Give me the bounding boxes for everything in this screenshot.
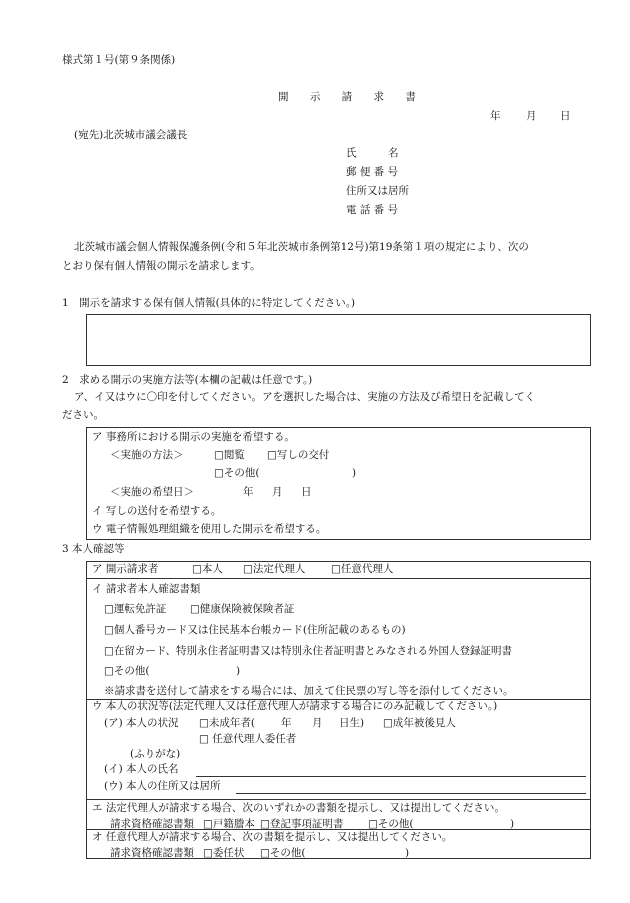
status-label: (ア) 本人の状況 — [104, 717, 179, 729]
divider — [86, 578, 591, 579]
legal-registry-checkbox[interactable]: □登記事項証明書 — [260, 818, 344, 830]
method-other-checkbox[interactable]: □その他( — [214, 467, 260, 479]
requester-legal-checkbox[interactable]: □法定代理人 — [243, 563, 306, 575]
divider — [86, 799, 591, 800]
person-name-label: (イ) 本人の氏名 — [104, 763, 179, 775]
section1-heading: 1 開示を請求する保有個人情報(具体的に特定してください。) — [62, 297, 356, 309]
section2-heading: 2 求める開示の実施方法等(本欄の記載は任意です。) — [62, 374, 313, 386]
voluntary-proxy-checkbox[interactable]: □委任状 — [203, 847, 245, 859]
doc-residence-checkbox[interactable]: □在留カード、特別永住者証明書又は特別永住者証明書とみなされる外国人登録証明書 — [104, 645, 512, 657]
page-title: 開 示 請 求 書 — [278, 91, 425, 103]
doc-other-checkbox[interactable]: □その他( — [104, 665, 150, 677]
intro-line-1: 北茨城市議会個人情報保護条例(令和５年北茨城市条例第12号)第19条第１項の規定により、次の — [74, 241, 529, 253]
method-view-checkbox[interactable]: □閲覧 — [214, 449, 245, 461]
doc-license-checkbox[interactable]: □運転免許証 — [104, 603, 167, 615]
field-name-label: 氏 名 — [346, 147, 399, 159]
status-month: 月 — [312, 717, 323, 729]
legal-other-close: ) — [510, 818, 515, 830]
method-label: ＜実施の方法＞ — [110, 449, 184, 461]
status-minor-checkbox[interactable]: □未成年者( — [199, 717, 256, 729]
method-copy-checkbox[interactable]: □写しの交付 — [267, 449, 330, 461]
legal-other-checkbox[interactable]: □その他( — [368, 818, 414, 830]
status-year: 年 — [281, 717, 292, 729]
voluntary-agent-heading: オ 任意代理人が請求する場合、次の書類を提示し、又は提出してください。 — [92, 831, 453, 843]
date-year: 年 — [490, 110, 501, 122]
option-a-label: ア 事務所における開示の実施を希望する。 — [92, 431, 295, 443]
field-phone-label: 電 話 番 号 — [346, 204, 399, 216]
date-month: 月 — [526, 110, 537, 122]
legal-docs-label: 請求資格確認書類 — [110, 818, 194, 830]
section2-instruction-2: ださい。 — [62, 409, 104, 421]
legal-koseki-checkbox[interactable]: □戸籍謄本 — [203, 818, 255, 830]
desired-date-year: 年 — [243, 486, 254, 498]
option-i-label: イ 写しの送付を希望する。 — [92, 505, 222, 517]
requester-self-checkbox[interactable]: □本人 — [192, 563, 223, 575]
desired-date-month: 月 — [272, 486, 283, 498]
doc-insurance-checkbox[interactable]: □健康保険被保険者証 — [190, 603, 295, 615]
section3-heading: 3 本人確認等 — [62, 543, 125, 555]
id-docs-heading: イ 請求者本人確認書類 — [92, 583, 201, 595]
legal-agent-heading: エ 法定代理人が請求する場合、次のいずれかの書類を提示し、又は提出してください。 — [92, 802, 505, 814]
doc-mynumber-checkbox[interactable]: □個人番号カード又は住民基本台帳カード(住所記載のあるもの) — [104, 624, 406, 636]
status-birth: 日生) — [339, 717, 365, 729]
voluntary-other-checkbox[interactable]: □その他( — [260, 847, 306, 859]
person-name-line[interactable] — [196, 776, 586, 777]
desired-date-label: ＜実施の希望日＞ — [110, 486, 194, 498]
desired-date-day: 日 — [301, 486, 312, 498]
requester-type-label: ア 開示請求者 — [92, 563, 159, 575]
method-other-close: ) — [352, 467, 357, 479]
field-address-label: 住所又は居所 — [346, 185, 409, 197]
addressee: (宛先)北茨城市議会議長 — [74, 129, 188, 141]
status-agent-checkbox[interactable]: □ 任意代理人委任者 — [199, 733, 297, 745]
requester-voluntary-checkbox[interactable]: □任意代理人 — [331, 563, 394, 575]
voluntary-docs-label: 請求資格確認書類 — [110, 847, 194, 859]
doc-note: ※請求書を送付して請求をする場合には、加えて住民票の写し等を添付してください。 — [104, 685, 514, 697]
section2-instruction-1: ア、イ又はウに〇印を付してください。アを選択した場合は、実施の方法及び希望日を記載してく — [74, 391, 536, 403]
voluntary-other-close: ) — [405, 847, 410, 859]
field-postal-label: 郵 便 番 号 — [346, 166, 399, 178]
option-u-label: ウ 電子情報処理組織を使用した開示を希望する。 — [92, 523, 327, 535]
intro-line-2: とおり保有個人情報の開示を請求します。 — [62, 260, 261, 272]
requested-info-box[interactable] — [86, 314, 591, 366]
status-ward-checkbox[interactable]: □成年被後見人 — [383, 717, 456, 729]
status-heading: ウ 本人の状況等(法定代理人又は任意代理人が請求する場合にのみ記載してください。) — [92, 700, 498, 712]
divider — [86, 829, 591, 830]
form-number: 様式第１号(第９条関係) — [62, 54, 176, 66]
furigana-label: (ふりがな) — [130, 748, 181, 760]
person-address-label: (ウ) 本人の住所又は居所 — [104, 780, 221, 792]
date-day: 日 — [560, 110, 571, 122]
person-address-line[interactable] — [236, 793, 586, 794]
doc-other-close: ) — [236, 665, 241, 677]
